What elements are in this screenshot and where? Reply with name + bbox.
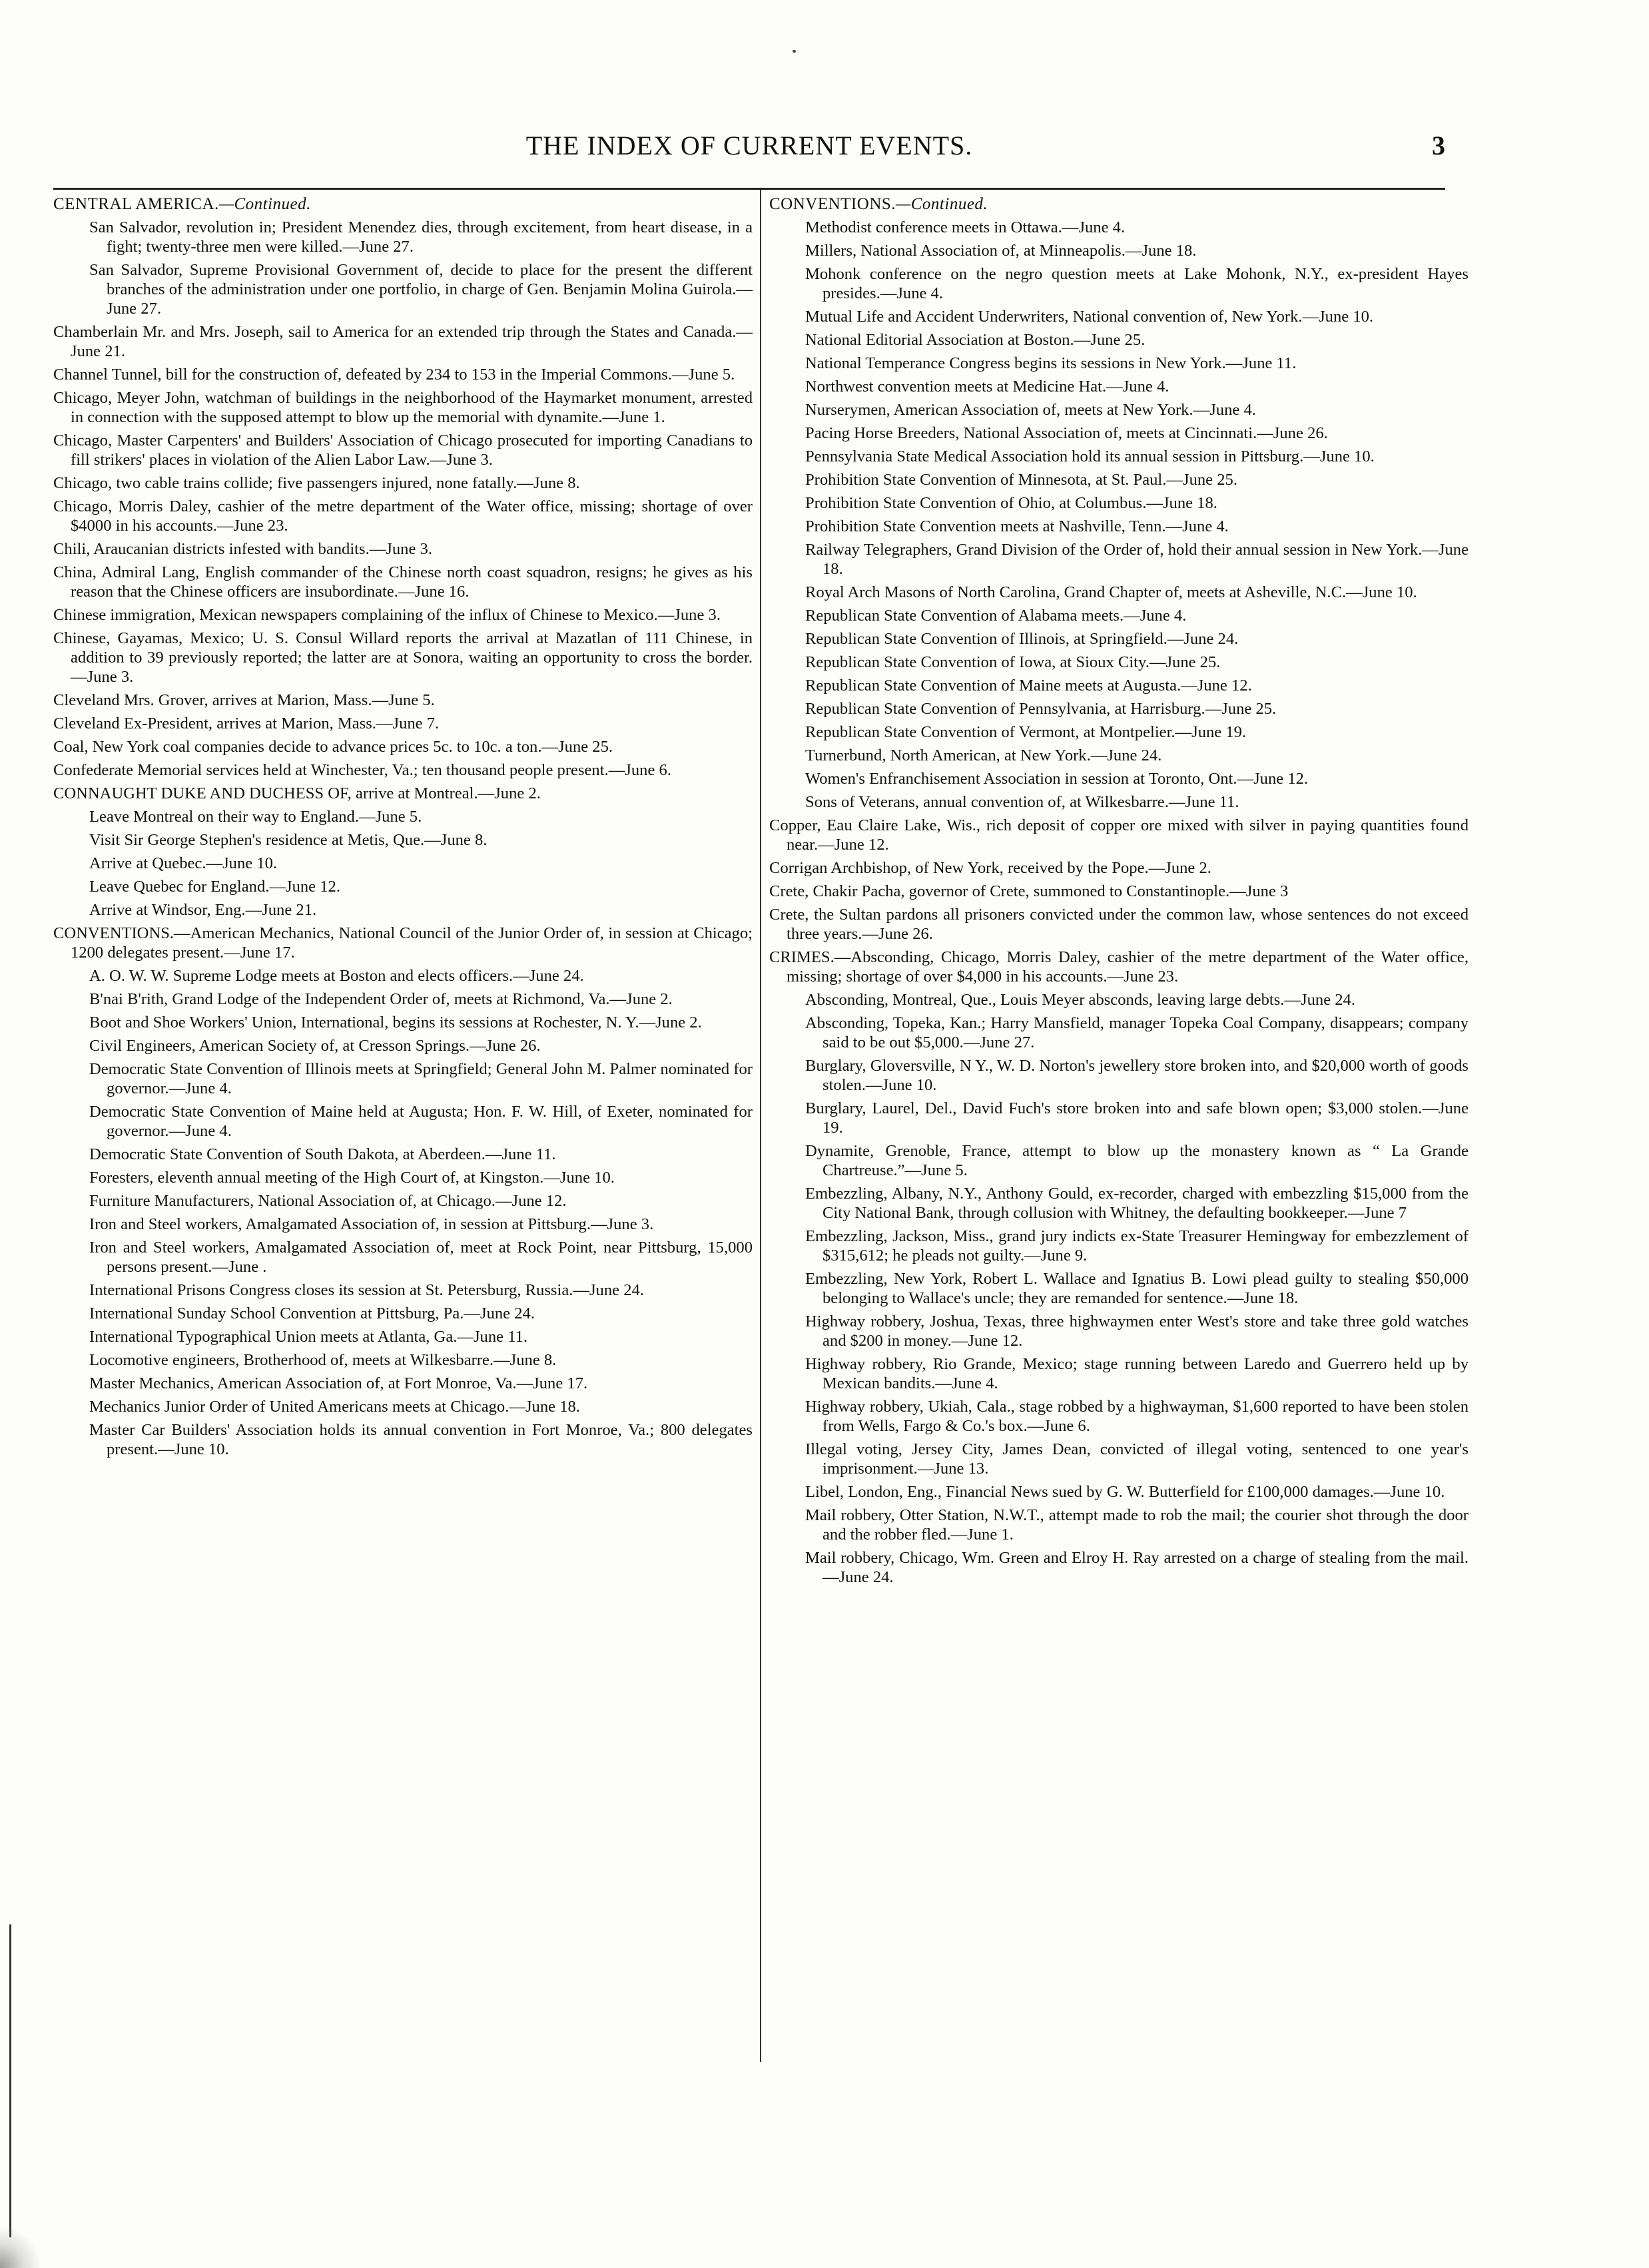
section-heading bbox=[53, 194, 753, 214]
index-entry: Libel, London, Eng., Financial News sued by G. W. Butterfield for £100,000 damages.—June 10. bbox=[805, 1483, 1445, 1501]
index-entry: Republican State Convention of Illinois, at Springfield.—June 24. bbox=[805, 630, 1239, 648]
index-entry: Arrive at Quebec.—June 10. bbox=[89, 854, 278, 872]
index-entry: Burglary, Gloversville, N Y., W. D. Norton's jewellery store broken into, and $20,000 worth of goods stolen.—June 10. bbox=[805, 1057, 1469, 1094]
index-entry: Boot and Shoe Workers' Union, International, begins its sessions at Rochester, N. Y.—June 2. bbox=[89, 1013, 702, 1031]
index-entry: Iron and Steel workers, Amalgamated Association of, in session at Pittsburg.—June 3. bbox=[89, 1215, 654, 1233]
index-entry: Chicago, Morris Daley, cashier of the metre department of the Water office, missing; shortage of over $4000 in his accounts.—June 23. bbox=[53, 497, 753, 535]
index-entry: B'nai B'rith, Grand Lodge of the Independent Order of, meets at Richmond, Va.—June 2. bbox=[89, 990, 673, 1008]
header-rule bbox=[53, 188, 1445, 190]
index-entry: Turnerbund, North American, at New York.—June 24. bbox=[805, 746, 1162, 764]
index-entry: Democratic State Convention of South Dakota, at Aberdeen.—June 11. bbox=[89, 1145, 556, 1163]
index-entry: Methodist conference meets in Ottawa.—June 4. bbox=[805, 218, 1126, 236]
index-entry: Corrigan Archbishop, of New York, received by the Pope.—June 2. bbox=[769, 859, 1211, 877]
index-entry: Railway Telegraphers, Grand Division of the Order of, hold their annual session in New York.—June 18. bbox=[805, 541, 1469, 578]
index-entry: Pacing Horse Breeders, National Association of, meets at Cincinnati.—June 26. bbox=[805, 424, 1328, 442]
index-entry: Dynamite, Grenoble, France, attempt to blow up the monastery known as “ La Grande Chartreuse.”—June 5. bbox=[805, 1142, 1469, 1179]
index-entry: Millers, National Association of, at Minneapolis.—June 18. bbox=[805, 242, 1197, 260]
index-entry: Republican State Convention of Pennsylvania, at Harrisburg.—June 25. bbox=[805, 700, 1277, 718]
index-entry: CRIMES.—Absconding, Chicago, Morris Daley, cashier of the metre department of the Water office, missing; shortage of over $4,000 in his accounts.—June 23. bbox=[769, 948, 1469, 986]
index-entry: A. O. W. W. Supreme Lodge meets at Boston and elects officers.—June 24. bbox=[89, 967, 584, 985]
index-entry: Mail robbery, Otter Station, N.W.T., attempt made to rob the mail; the courier shot through the door and the robber fled.—June 1. bbox=[805, 1506, 1469, 1544]
index-entry: Foresters, eleventh annual meeting of the High Court of, at Kingston.—June 10. bbox=[89, 1169, 615, 1187]
dust-speck bbox=[793, 50, 796, 53]
index-entry: National Temperance Congress begins its sessions in New York.—June 11. bbox=[805, 354, 1297, 372]
index-entry: Leave Montreal on their way to England.—June 5. bbox=[89, 808, 422, 826]
page-number: 3 bbox=[1432, 131, 1445, 160]
left-column bbox=[53, 194, 753, 1463]
index-entry: International Prisons Congress closes its session at St. Petersburg, Russia.—June 24. bbox=[89, 1281, 644, 1299]
index-entry: Nurserymen, American Association of, meets at New York.—June 4. bbox=[805, 401, 1256, 419]
index-entry: CONNAUGHT DUKE AND DUCHESS OF, arrive at Montreal.—June 2. bbox=[53, 784, 541, 802]
index-entry: Coal, New York coal companies decide to advance prices 5c. to 10c. a ton.—June 25. bbox=[53, 738, 613, 756]
index-entry: Mail robbery, Chicago, Wm. Green and Elroy H. Ray arrested on a charge of stealing from the mail.—June 24. bbox=[805, 1549, 1469, 1586]
index-entry: Chili, Araucanian districts infested with bandits.—June 3. bbox=[53, 540, 432, 558]
index-entry: Copper, Eau Claire Lake, Wis., rich deposit of copper ore mixed with silver in paying quantities found near.—June 12. bbox=[769, 816, 1469, 854]
index-entry: Sons of Veterans, annual convention of, at Wilkesbarre.—June 11. bbox=[805, 793, 1239, 811]
index-entry: Embezzling, New York, Robert L. Wallace and Ignatius B. Lowi plead guilty to stealing $50,000 belonging to Wallace's uncle; they are remanded for sentence.—June 18. bbox=[805, 1270, 1469, 1307]
index-entry: Chicago, two cable trains collide; five passengers injured, none fatally.—June 8. bbox=[53, 474, 580, 492]
index-entry: Confederate Memorial services held at Winchester, Va.; ten thousand people present.—June 6. bbox=[53, 761, 671, 779]
index-entry: Republican State Convention of Iowa, at Sioux City.—June 25. bbox=[805, 653, 1221, 671]
index-entry: Chamberlain Mr. and Mrs. Joseph, sail to America for an extended trip through the States and Canada.—June 21. bbox=[53, 323, 753, 360]
index-entry: Embezzling, Albany, N.Y., Anthony Gould, ex-recorder, charged with embezzling $15,000 from the City National Bank, through collusion with Whitney, the defaulting bookkeeper.—June 7 bbox=[805, 1185, 1469, 1222]
index-entry: Republican State Convention of Maine meets at Augusta.—June 12. bbox=[805, 677, 1252, 695]
index-entry: Prohibition State Convention meets at Nashville, Tenn.—June 4. bbox=[805, 517, 1229, 535]
index-entry: Furniture Manufacturers, National Association of, at Chicago.—June 12. bbox=[89, 1192, 567, 1210]
section-heading-title: CENTRAL AMERICA. bbox=[53, 195, 219, 213]
index-entry: Democratic State Convention of Maine held at Augusta; Hon. F. W. Hill, of Exeter, nominated for governor.—June 4. bbox=[89, 1103, 753, 1140]
index-entry: China, Admiral Lang, English commander of the Chinese north coast squadron, resigns; he gives as his reason that the Chinese officers are insubordinate.—June 16. bbox=[53, 563, 753, 601]
index-entry: Illegal voting, Jersey City, James Dean, convicted of illegal voting, sentenced to one year's imprisonment.—June 13. bbox=[805, 1440, 1469, 1478]
index-entry: Chicago, Master Carpenters' and Builders' Association of Chicago prosecuted for importing Canadians to fill strikers' places in violation of the Alien Labor Law.—June 3. bbox=[53, 431, 753, 469]
index-entry: International Typographical Union meets at Atlanta, Ga.—June 11. bbox=[89, 1328, 528, 1346]
index-entry: Chinese immigration, Mexican newspapers complaining of the influx of Chinese to Mexico.—June 3. bbox=[53, 606, 721, 624]
page-header bbox=[53, 130, 1445, 170]
index-entry: Republican State Convention of Vermont, at Montpelier.—June 19. bbox=[805, 723, 1247, 741]
index-entry: Embezzling, Jackson, Miss., grand jury indicts ex-State Treasurer Hemingway for embezzlement of $315,612; he pleads not guilty.—June 9. bbox=[805, 1227, 1469, 1265]
column-divider bbox=[760, 190, 761, 2062]
index-entry: Chicago, Meyer John, watchman of buildings in the neighborhood of the Haymarket monument, arrested in connection with the supposed attempt to blow up the memorial with dynamite.—June 1. bbox=[53, 389, 753, 426]
index-entry: Women's Enfranchisement Association in session at Toronto, Ont.—June 12. bbox=[805, 770, 1309, 788]
index-entry: Prohibition State Convention of Minnesota, at St. Paul.—June 25. bbox=[805, 471, 1237, 489]
index-entry: Highway robbery, Rio Grande, Mexico; stage running between Laredo and Guerrero held up by Mexican bandits.—June 4. bbox=[805, 1355, 1469, 1392]
page-title: THE INDEX OF CURRENT EVENTS. bbox=[525, 131, 973, 160]
index-entry: Arrive at Windsor, Eng.—June 21. bbox=[89, 901, 317, 919]
index-entry: Crete, Chakir Pacha, governor of Crete, summoned to Constantinople.—June 3 bbox=[769, 882, 1289, 900]
index-entry: Civil Engineers, American Society of, at Cresson Springs.—June 26. bbox=[89, 1037, 541, 1055]
index-entry: International Sunday School Convention at Pittsburg, Pa.—June 24. bbox=[89, 1304, 535, 1322]
index-entry: Democratic State Convention of Illinois meets at Springfield; General John M. Palmer nominated for governor.—June 4. bbox=[89, 1060, 753, 1097]
continued-label: —Continued. bbox=[218, 195, 311, 213]
index-entry: Iron and Steel workers, Amalgamated Association of, meet at Rock Point, near Pittsburg, 15,000 persons present.—June . bbox=[89, 1239, 753, 1276]
index-entry: Leave Quebec for England.—June 12. bbox=[89, 878, 340, 896]
index-entry: CONVENTIONS.—American Mechanics, National Council of the Junior Order of, in session at Chicago; 1200 delegates present.—June 17. bbox=[53, 924, 753, 962]
index-entry: Highway robbery, Ukiah, Cala., stage robbed by a highwayman, $1,600 reported to have been stolen from Wells, Fargo & Co.'s box.—June 6. bbox=[805, 1398, 1469, 1435]
index-entry: Mechanics Junior Order of United Americans meets at Chicago.—June 18. bbox=[89, 1398, 580, 1416]
index-entry: Cleveland Mrs. Grover, arrives at Marion, Mass.—June 5. bbox=[53, 691, 435, 709]
index-entry: Absconding, Topeka, Kan.; Harry Mansfield, manager Topeka Coal Company, disappears; company said to be out $5,000.—June 27. bbox=[805, 1014, 1469, 1051]
section-heading bbox=[769, 194, 1469, 214]
index-entry: Cleveland Ex-President, arrives at Marion, Mass.—June 7. bbox=[53, 714, 440, 732]
right-column bbox=[769, 194, 1469, 1591]
index-entry: Mutual Life and Accident Underwriters, National convention of, New York.—June 10. bbox=[805, 308, 1374, 326]
index-entry: Highway robbery, Joshua, Texas, three highwaymen enter West's store and take three gold watches and $200 in money.—June 12. bbox=[805, 1312, 1469, 1350]
index-entry: Burglary, Laurel, Del., David Fuch's store broken into and safe blown open; $3,000 stolen.—June 19. bbox=[805, 1099, 1469, 1137]
index-entry: Channel Tunnel, bill for the construction of, defeated by 234 to 153 in the Imperial Commons.—June 5. bbox=[53, 366, 735, 384]
index-entry: Chinese, Gayamas, Mexico; U. S. Consul Willard reports the arrival at Mazatlan of 111 Chinese, in addition to 39 previously reported; the latter are at Sonora, waiting an opportunity to cross the border.—June 3. bbox=[53, 629, 753, 686]
index-entry: Crete, the Sultan pardons all prisoners convicted under the common law, whose sentences do not exceed three years.—June 26. bbox=[769, 906, 1469, 943]
index-entry: Republican State Convention of Alabama meets.—June 4. bbox=[805, 607, 1187, 625]
index-entry: Royal Arch Masons of North Carolina, Grand Chapter of, meets at Asheville, N.C.—June 10. bbox=[805, 583, 1417, 601]
index-entry: Master Car Builders' Association holds its annual convention in Fort Monroe, Va.; 800 delegates present.—June 10. bbox=[89, 1421, 753, 1458]
margin-rule bbox=[9, 1924, 11, 2237]
index-entry: National Editorial Association at Boston.—June 25. bbox=[805, 331, 1146, 349]
index-entry: Prohibition State Convention of Ohio, at Columbus.—June 18. bbox=[805, 494, 1217, 512]
index-entry: Pennsylvania State Medical Association hold its annual session in Pittsburg.—June 10. bbox=[805, 447, 1375, 465]
index-entry: Mohonk conference on the negro question meets at Lake Mohonk, N.Y., ex-president Hayes presides.—June 4. bbox=[805, 265, 1469, 302]
index-entry: Visit Sir George Stephen's residence at Metis, Que.—June 8. bbox=[89, 831, 488, 849]
index-entry: Northwest convention meets at Medicine Hat.—June 4. bbox=[805, 378, 1169, 396]
index-entry: San Salvador, revolution in; President Menendez dies, through excitement, from heart disease, in a fight; twenty-three men were killed.—June 27. bbox=[89, 218, 753, 256]
section-heading-title: CONVENTIONS. bbox=[769, 195, 896, 213]
index-entry: Absconding, Montreal, Que., Louis Meyer absconds, leaving large debts.—June 24. bbox=[805, 991, 1356, 1009]
index-entry: Locomotive engineers, Brotherhood of, meets at Wilkesbarre.—June 8. bbox=[89, 1351, 557, 1369]
index-entry: San Salvador, Supreme Provisional Government of, decide to place for the present the different branches of the administration under one portfolio, in charge of Gen. Benjamin Molina Guirola.—June 27. bbox=[89, 261, 753, 318]
index-entry: Master Mechanics, American Association of, at Fort Monroe, Va.—June 17. bbox=[89, 1374, 588, 1392]
corner-smudge bbox=[0, 2224, 40, 2268]
continued-label: —Continued. bbox=[896, 195, 988, 213]
